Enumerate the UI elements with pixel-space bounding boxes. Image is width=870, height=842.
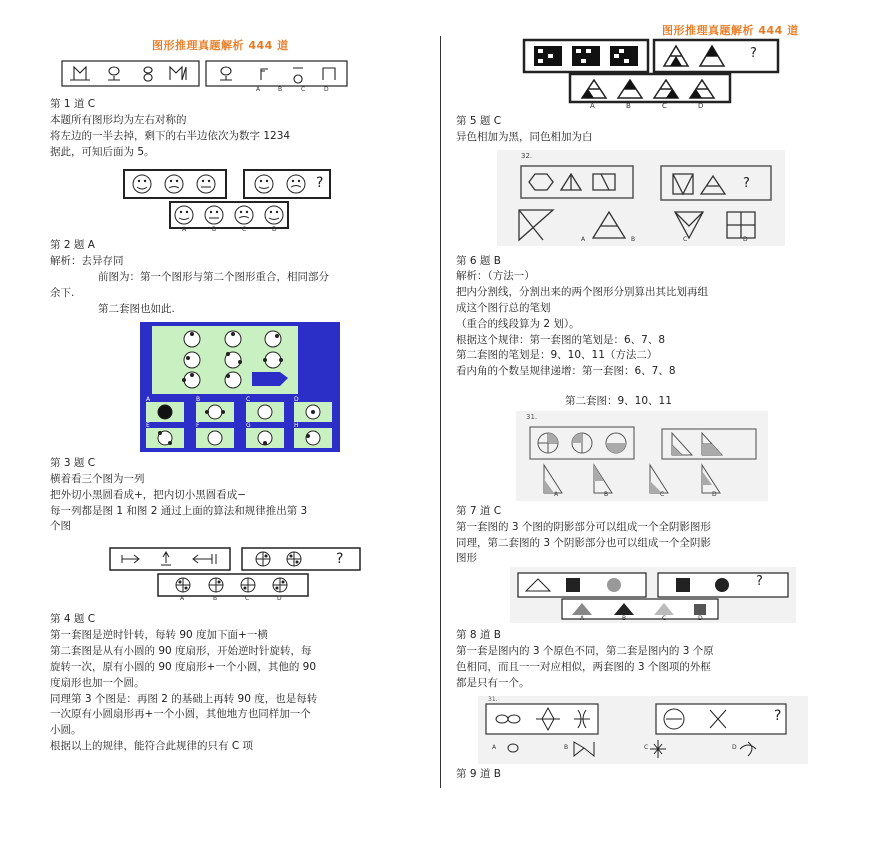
q4-option-c: C [245, 595, 250, 602]
q8-option-d: D [698, 615, 703, 622]
q7-option-c: C [660, 491, 665, 498]
q4-line: 第二套图是从有小圆的 90 度扇形，开始逆时针旋转，每 [50, 645, 312, 657]
q6-line: （重合的线段算为 2 划）。 [456, 318, 580, 330]
q3-figure [140, 322, 340, 452]
q1-line: 据此，可知后面为 5。 [50, 146, 155, 158]
q8-option-b: B [622, 615, 627, 622]
q1-title: 第 1 道 C [50, 98, 96, 110]
q6-option-a: A [581, 236, 586, 243]
q7-line: 第一套图的 3 个图的阴影部分可以组成一个全阴影图形 [456, 521, 711, 533]
q8-figure [510, 567, 796, 623]
q4-option-a: A [180, 595, 185, 602]
q1-option-d: D [324, 86, 329, 93]
q1-line: 本题所有图形均为左右对称的 [50, 114, 187, 126]
q4-figure [108, 545, 378, 603]
q8-line: 第一套是图内的 3 个原色不同，第二套是图内的 3 个原 [456, 645, 714, 657]
q4-line: 同理第 3 个图是：再图 2 的基础上再转 90 度，也是每转 [50, 693, 318, 705]
q7-figure [516, 411, 768, 501]
q9-title: 第 9 道 B [456, 768, 501, 780]
q6-figure [497, 150, 785, 246]
q7-line: 图形 [456, 552, 477, 564]
q7-option-d: D [712, 491, 717, 498]
q8-option-a: A [580, 615, 585, 622]
q5-option-b: B [626, 102, 631, 110]
q6-line: 解析：（方法一） [456, 270, 535, 282]
q5-question-mark: ? [750, 46, 757, 61]
q6-line: 把内分割线，分割出来的两个图形分别算出其比划再组 [456, 286, 708, 298]
q8-option-c: C [662, 615, 667, 622]
q3-line: 每一列都是图 1 和图 2 通过上面的算法和规律推出第 3 [50, 505, 308, 517]
q2-option-d: D [272, 226, 277, 233]
left-page-title: 图形推理真题解析 444 道 [152, 39, 289, 52]
q3-option-b: B [196, 396, 201, 403]
q3-title: 第 3 题 C [50, 457, 96, 469]
q6-question-mark: ? [743, 176, 750, 191]
q4-line: 第一套图是逆时针转，每转 90 度加下面+一横 [50, 629, 268, 641]
q2-option-b: B [212, 226, 217, 233]
q5-option-d: D [698, 102, 704, 110]
q8-line: 色相同，而且一一对应相似，两套图的 3 个图项的外框 [456, 661, 711, 673]
q6-line: 第二套图的笔划是：9、10、11（方法二） [456, 349, 658, 361]
q6-option-c: C [683, 236, 688, 243]
q7-title: 第 7 道 C [456, 505, 502, 517]
q4-line: 根据以上的规律，能符合此规律的只有 C 项 [50, 740, 254, 752]
q1-figure [58, 58, 358, 94]
q2-figure [122, 168, 332, 234]
q9-option-a: A [492, 744, 497, 751]
q4-line: 度扇形也加一个圆。 [50, 677, 145, 689]
q4-question-mark: ? [336, 551, 344, 567]
q3-line: 横着看三个图为一列 [50, 473, 145, 485]
column-divider [440, 36, 441, 788]
q8-line: 都是只有一个。 [456, 677, 530, 689]
q4-title: 第 4 题 C [50, 613, 96, 625]
q4-option-d: D [277, 595, 282, 602]
q3-option-d: D [294, 396, 299, 403]
q2-line: 解析：去异存同 [50, 255, 124, 267]
q2-line: 第二套图也如此. [98, 303, 175, 315]
q6-line: 看内角的个数呈规律递增：第一套图：6、7、8 [456, 365, 676, 377]
q6-extra: 第二套图：9、10、11 [565, 395, 672, 407]
q3-option-c: C [246, 396, 251, 403]
q2-line: 余下. [50, 287, 75, 299]
q6-line: 根据这个规律：第一套图的笔划是：6、7、8 [456, 334, 666, 346]
q3-option-f: F [196, 422, 200, 429]
q5-line: 异色相加为黑，同色相加为白 [456, 131, 593, 143]
q8-question-mark: ? [756, 574, 763, 589]
q2-option-a: A [182, 226, 187, 233]
q3-option-e: E [146, 422, 150, 429]
q6-title: 第 6 题 B [456, 255, 501, 267]
q7-number: 31. [526, 413, 538, 421]
q2-question-mark: ? [316, 175, 324, 191]
q7-line: 同理，第二套图的 3 个阴影部分也可以组成一个全阴影 [456, 537, 711, 549]
q9-figure: 31. ? A B C D [478, 696, 808, 764]
q3-option-h: H [294, 422, 299, 429]
q6-number: 32. [521, 152, 533, 160]
q3-line: 个图 [50, 520, 71, 532]
q4-option-b: B [213, 595, 218, 602]
q1-line: 将左边的一半去掉，剩下的右半边依次为数字 1234 [50, 130, 291, 142]
q6-line: 成这个图行总的笔划 [456, 302, 551, 314]
q1-option-a: A [256, 86, 261, 93]
q4-line: 小圆。 [50, 724, 82, 736]
q1-option-b: B [278, 86, 283, 93]
q9-option-b: B [564, 744, 569, 751]
q3-line: 把外切小黑圆看成+，把内切小黑圆看成− [50, 489, 247, 501]
q3-option-a: A [146, 396, 151, 403]
q6-option-b: B [631, 236, 636, 243]
q5-option-a: A [590, 102, 595, 110]
q6-option-d: D [743, 236, 748, 243]
q4-line: 一次原有小圆扇形再+一个小圆，其他地方也同样加一个 [50, 708, 311, 720]
q5-title: 第 5 题 C [456, 115, 502, 127]
q2-title: 第 2 题 A [50, 239, 95, 251]
q3-option-g: G [246, 422, 251, 429]
q5-figure [522, 38, 782, 112]
q4-line: 旋转一次，原有小圆的 90 度扇形+一个小圆，其他的 90 [50, 661, 317, 673]
q8-title: 第 8 道 B [456, 629, 501, 641]
q2-line: 前图为：第一个图形与第二个图形重合，相同部分 [98, 271, 329, 283]
q2-option-c: C [242, 226, 247, 233]
q9-question-mark: ? [774, 708, 782, 724]
q5-option-c: C [662, 102, 667, 110]
q1-option-c: C [301, 86, 306, 93]
q9-option-c: C [644, 744, 649, 751]
q7-option-b: B [604, 491, 609, 498]
q7-option-a: A [554, 491, 559, 498]
right-page-title: 图形推理真题解析 444 道 [662, 24, 799, 37]
q9-option-d: D [732, 744, 737, 751]
